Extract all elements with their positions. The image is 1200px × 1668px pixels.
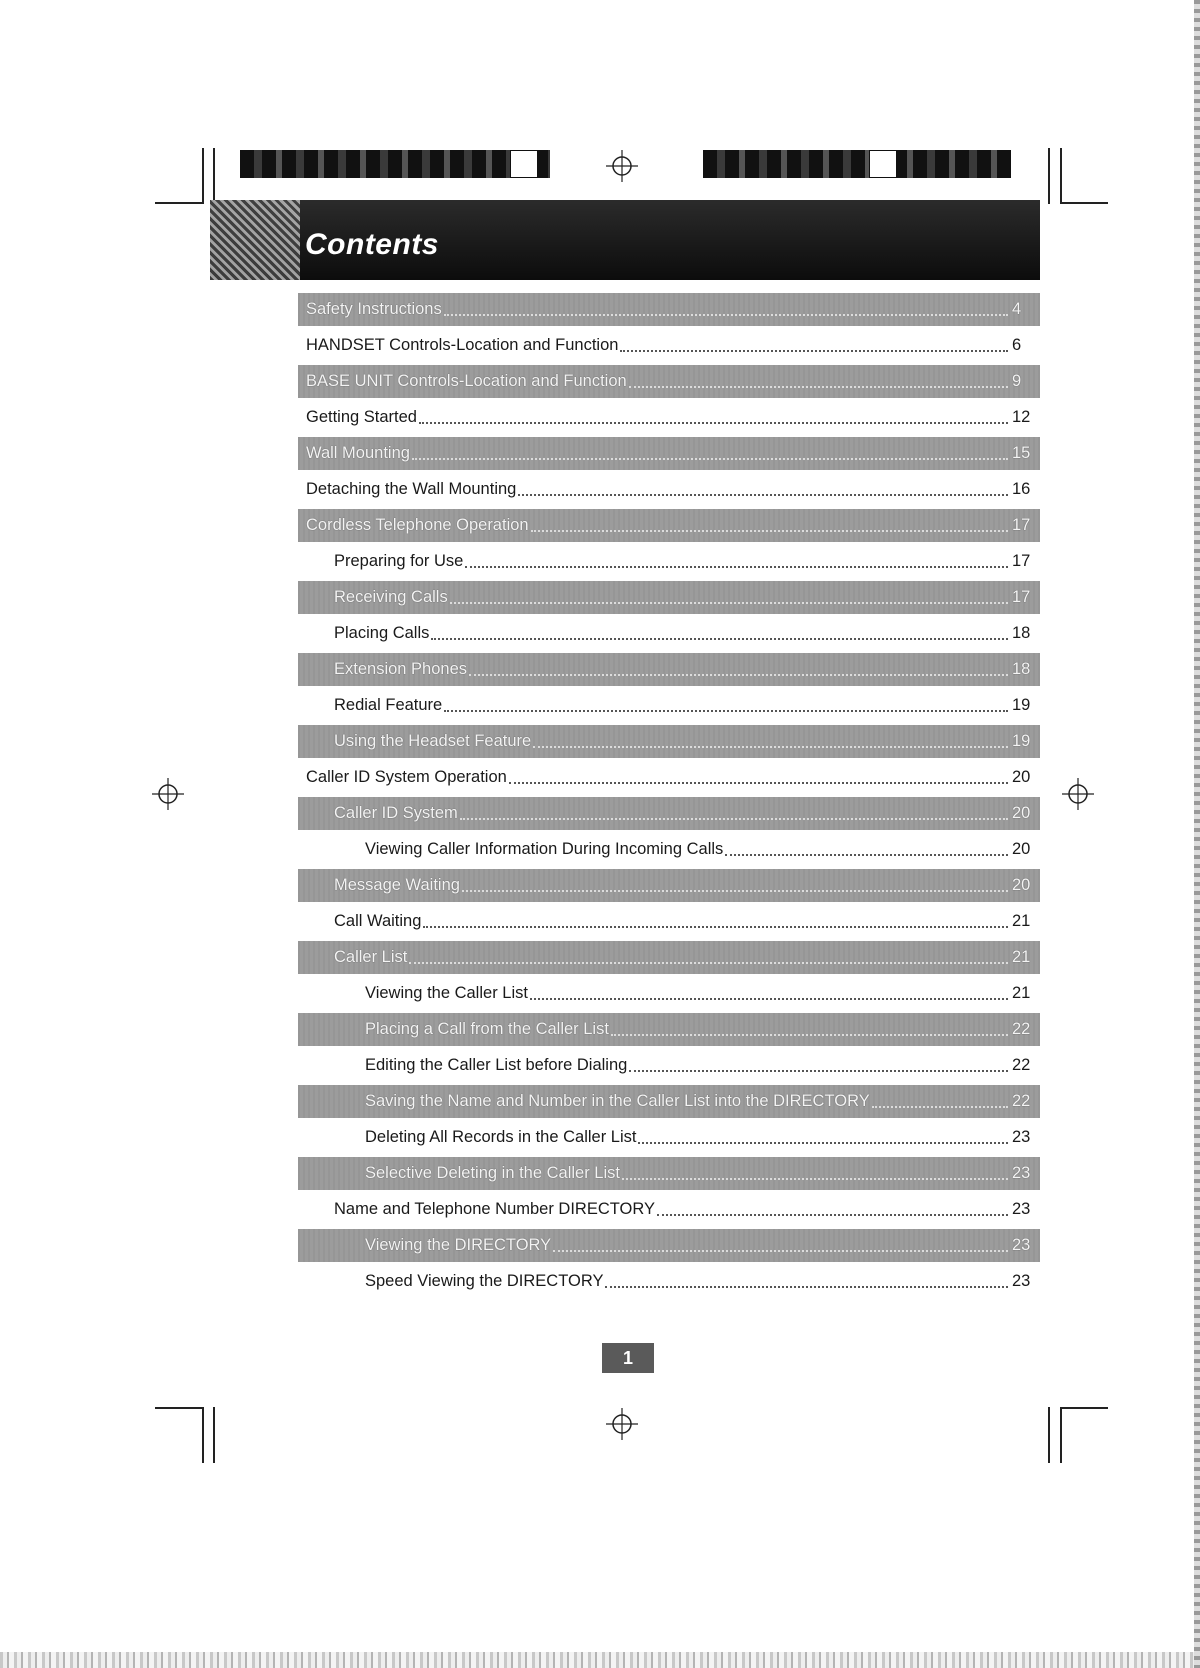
toc-entry-page: 16 [1012, 480, 1031, 498]
dot-leader [620, 350, 1008, 352]
dot-leader [450, 602, 1008, 604]
toc-entry-title: Preparing for Use [334, 552, 464, 570]
crop-mark [1060, 148, 1062, 204]
toc-entry-title: Editing the Caller List before Dialing [365, 1056, 628, 1074]
header-pattern [210, 200, 300, 280]
dot-leader [518, 494, 1008, 496]
toc-entry [298, 725, 1040, 758]
toc-entry-page: 20 [1012, 840, 1031, 858]
registration-target-icon [150, 776, 186, 812]
crop-mark [155, 202, 203, 204]
toc-entry-title: BASE UNIT Controls-Location and Function [306, 372, 627, 390]
toc-entry-page: 9 [1012, 372, 1022, 390]
toc-entry [298, 689, 1040, 722]
toc-entry-title: Name and Telephone Number DIRECTORY [334, 1200, 655, 1218]
toc-entry-page: 21 [1012, 984, 1031, 1002]
toc-entry-title: Call Waiting [334, 912, 422, 930]
toc-entry-page: 17 [1012, 516, 1031, 534]
toc-entry-title: Using the Headset Feature [334, 732, 532, 750]
dot-leader [409, 962, 1008, 964]
registration-box [510, 150, 538, 178]
dot-leader [638, 1142, 1008, 1144]
crop-mark [1060, 202, 1108, 204]
toc-entry [298, 1265, 1040, 1298]
crop-mark [1048, 148, 1050, 204]
toc-entry-title: Getting Started [306, 408, 417, 426]
dot-leader [419, 422, 1008, 424]
dot-leader [657, 1214, 1008, 1216]
toc-entry-title: HANDSET Controls-Location and Function [306, 336, 619, 354]
dot-leader [629, 1070, 1008, 1072]
toc-entry [298, 1193, 1040, 1226]
toc-entry [298, 797, 1040, 830]
toc-entry-page: 17 [1012, 552, 1031, 570]
toc-entry [298, 977, 1040, 1010]
toc-entry-title: Placing a Call from the Caller List [365, 1020, 609, 1038]
toc-entry-page: 23 [1012, 1236, 1031, 1254]
dot-leader [533, 746, 1008, 748]
registration-box [869, 150, 897, 178]
dot-leader [622, 1178, 1008, 1180]
toc-entry-page: 18 [1012, 624, 1031, 642]
toc-entry [298, 869, 1040, 902]
toc-entry [298, 1121, 1040, 1154]
toc-entry-title: Selective Deleting in the Caller List [365, 1164, 620, 1182]
toc-entry-title: Extension Phones [334, 660, 468, 678]
toc-entry-page: 20 [1012, 804, 1031, 822]
toc-entry-title: Wall Mounting [306, 444, 410, 462]
crop-mark [155, 1407, 203, 1409]
toc-entry-page: 4 [1012, 300, 1022, 318]
crop-mark [202, 148, 204, 204]
crop-mark [1048, 1407, 1050, 1463]
toc-entry [298, 509, 1040, 542]
toc-entry [298, 437, 1040, 470]
toc-entry-page: 15 [1012, 444, 1031, 462]
dot-leader [530, 998, 1008, 1000]
registration-target-icon [604, 1406, 640, 1442]
toc-entry-title: Detaching the Wall Mounting [306, 480, 517, 498]
dot-leader [423, 926, 1008, 928]
toc-entry-page: 22 [1012, 1092, 1031, 1110]
registration-strip-left [240, 150, 550, 178]
toc-entry [298, 905, 1040, 938]
toc-entry [298, 329, 1040, 362]
toc-entry-title: Viewing Caller Information During Incoming Calls [365, 840, 724, 858]
dot-leader [725, 854, 1008, 856]
dot-leader [531, 530, 1008, 532]
toc-entry-title: Deleting All Records in the Caller List [365, 1128, 637, 1146]
toc-entry [298, 401, 1040, 434]
toc-entry-page: 19 [1012, 732, 1031, 750]
dot-leader [444, 710, 1008, 712]
scan-edge-bottom [0, 1652, 1200, 1668]
toc-entry [298, 1049, 1040, 1082]
dot-leader [465, 566, 1008, 568]
toc-entry [298, 581, 1040, 614]
toc-entry-page: 20 [1012, 876, 1031, 894]
toc-entry [298, 545, 1040, 578]
crop-mark [1060, 1407, 1108, 1409]
toc-entry [298, 1013, 1040, 1046]
crop-mark [213, 148, 215, 204]
toc-entry-page: 22 [1012, 1020, 1031, 1038]
toc-entry-page: 18 [1012, 660, 1031, 678]
toc-entry [298, 365, 1040, 398]
toc-entry-title: Caller ID System [334, 804, 458, 822]
toc-entry-page: 17 [1012, 588, 1031, 606]
toc-entry-title: Redial Feature [334, 696, 443, 714]
registration-strip-right [703, 150, 1011, 178]
toc-entry-title: Message Waiting [334, 876, 460, 894]
toc-entry-page: 21 [1012, 948, 1031, 966]
crop-mark [202, 1407, 204, 1463]
toc-entry-page: 12 [1012, 408, 1031, 426]
toc-entry-page: 23 [1012, 1128, 1031, 1146]
toc-entry-page: 6 [1012, 336, 1022, 354]
toc-entry-title: Receiving Calls [334, 588, 448, 606]
dot-leader [444, 314, 1008, 316]
dot-leader [605, 1286, 1008, 1288]
scan-edge-right [1194, 0, 1200, 1668]
toc-entry [298, 1157, 1040, 1190]
toc-entry-title: Saving the Name and Number in the Caller List into the DIRECTORY [365, 1092, 870, 1110]
toc-entry-title: Caller ID System Operation [306, 768, 507, 786]
toc-entry [298, 653, 1040, 686]
toc-entry-page: 21 [1012, 912, 1031, 930]
toc-entry [298, 1229, 1040, 1262]
toc-entry [298, 473, 1040, 506]
toc-entry-page: 20 [1012, 768, 1031, 786]
dot-leader [460, 818, 1008, 820]
toc-entry [298, 1085, 1040, 1118]
dot-leader [509, 782, 1008, 784]
toc-entry [298, 833, 1040, 866]
toc-entry-title: Cordless Telephone Operation [306, 516, 529, 534]
dot-leader [872, 1106, 1008, 1108]
toc-entry-page: 23 [1012, 1272, 1031, 1290]
toc-entry-title: Caller List [334, 948, 408, 966]
toc-entry-title: Speed Viewing the DIRECTORY [365, 1272, 604, 1290]
crop-mark [213, 1407, 215, 1463]
dot-leader [629, 386, 1008, 388]
dot-leader [431, 638, 1008, 640]
page-number: 1 [602, 1343, 654, 1373]
toc-entry-title: Viewing the DIRECTORY [365, 1236, 552, 1254]
registration-target-icon [1060, 776, 1096, 812]
dot-leader [469, 674, 1008, 676]
registration-target-icon [604, 148, 640, 184]
toc-entry-page: 22 [1012, 1056, 1031, 1074]
dot-leader [553, 1250, 1008, 1252]
toc-entry [298, 761, 1040, 794]
toc-entry-title: Placing Calls [334, 624, 430, 642]
page-title: Contents [305, 228, 439, 261]
toc-entry [298, 617, 1040, 650]
toc-entry [298, 941, 1040, 974]
dot-leader [462, 890, 1008, 892]
dot-leader [611, 1034, 1008, 1036]
toc-entry-title: Viewing the Caller List [365, 984, 528, 1002]
toc-entry-page: 23 [1012, 1164, 1031, 1182]
toc-entry-page: 19 [1012, 696, 1031, 714]
crop-mark [1060, 1407, 1062, 1463]
table-of-contents [298, 293, 1040, 1301]
dot-leader [412, 458, 1008, 460]
toc-entry-page: 23 [1012, 1200, 1031, 1218]
toc-entry [298, 293, 1040, 326]
toc-entry-title: Safety Instructions [306, 300, 442, 318]
